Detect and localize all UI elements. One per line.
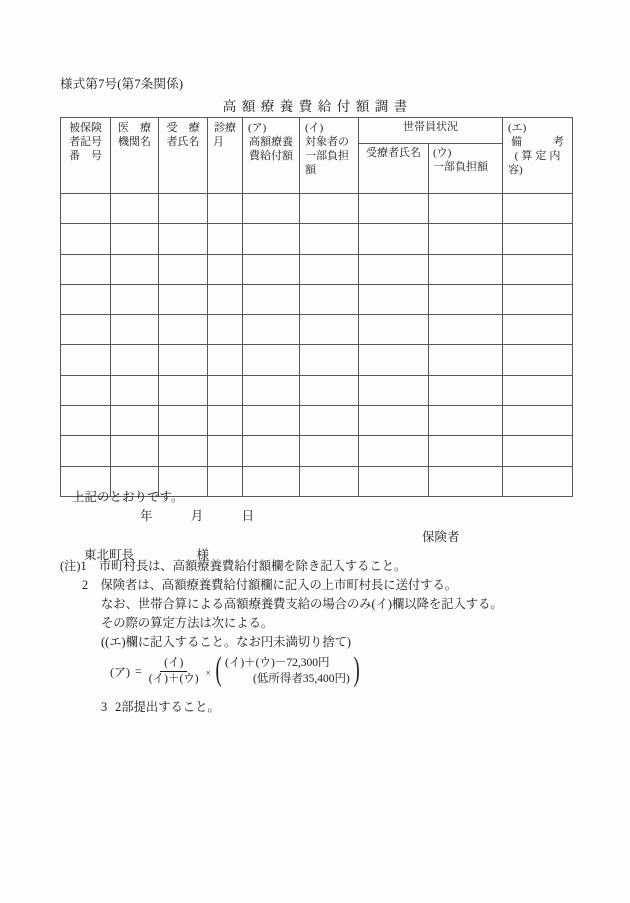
formula-bracket-line-2: (低所得者35,400円) (253, 672, 350, 685)
patient-line-2: 者氏名 (166, 136, 200, 149)
cell-household-burden[interactable] (429, 406, 503, 436)
cell-household-burden[interactable] (429, 224, 503, 254)
cell-month[interactable] (208, 284, 243, 314)
cell-patient-name[interactable] (159, 194, 208, 224)
note-line-1: (注)1 市町村長は、高額療養費給付額欄を除き記入すること。 (60, 559, 407, 573)
formula-bracket-line-1: (イ)＋(ウ)－72,300円 (225, 657, 330, 669)
cell-insured-number[interactable] (61, 345, 111, 375)
cell-household-name[interactable] (359, 406, 429, 436)
cell-insured-number[interactable] (61, 194, 111, 224)
table-row[interactable] (61, 436, 573, 466)
cell-household-burden[interactable] (429, 345, 503, 375)
cell-remarks[interactable] (503, 436, 573, 466)
cell-household-name[interactable] (359, 194, 429, 224)
insurer-label: 保険者 (422, 530, 460, 544)
cell-household-burden[interactable] (429, 436, 503, 466)
col-header-household-patient-name (359, 144, 429, 194)
cell-household-name[interactable] (359, 315, 429, 345)
cell-benefit[interactable] (243, 315, 300, 345)
notes-block (60, 557, 580, 652)
cell-insured-number[interactable] (61, 254, 111, 284)
cell-burden[interactable] (300, 254, 359, 284)
remarks-line-3: 容) (508, 164, 523, 177)
cell-patient-name[interactable] (159, 254, 208, 284)
cell-institution[interactable] (111, 284, 159, 314)
remarks-line-2: (算定内 (514, 150, 564, 163)
col-header-insured-number (61, 118, 111, 194)
table-row[interactable] (61, 315, 573, 345)
cell-remarks[interactable] (503, 224, 573, 254)
cell-burden[interactable] (300, 284, 359, 314)
cell-benefit[interactable] (243, 406, 300, 436)
cell-institution[interactable] (111, 194, 159, 224)
cell-institution[interactable] (111, 315, 159, 345)
cell-patient-name[interactable] (159, 284, 208, 314)
cell-household-name[interactable] (359, 375, 429, 405)
formula-bracket-group (213, 651, 362, 688)
month-line-1: 診療 (214, 122, 236, 134)
benefit-marker: (ア) (248, 122, 267, 134)
benefit-line-2: 費給付額 (249, 150, 293, 163)
cell-burden[interactable] (300, 436, 359, 466)
month-line-2: 月 (213, 136, 224, 149)
page-title: 高額療養費給付額調書 (222, 99, 413, 114)
cell-benefit[interactable] (243, 224, 300, 254)
cell-remarks[interactable] (503, 284, 573, 314)
date-line[interactable]: 年 月 日 (140, 509, 255, 523)
cell-remarks[interactable] (503, 345, 573, 375)
cell-household-burden[interactable] (429, 375, 503, 405)
cell-burden[interactable] (300, 194, 359, 224)
burden-marker: (イ) (305, 122, 324, 134)
cell-remarks[interactable] (503, 406, 573, 436)
formula-bracket-body (224, 656, 351, 687)
cell-household-name[interactable] (359, 284, 429, 314)
col-header-treatment-month (208, 118, 243, 194)
cell-insured-number[interactable] (61, 224, 111, 254)
cell-patient-name[interactable] (159, 224, 208, 254)
statement-above-text: 上記のとおりです。 (72, 490, 184, 504)
cell-month[interactable] (208, 406, 243, 436)
table-row[interactable] (61, 345, 573, 375)
remarks-marker: (エ) (508, 122, 527, 134)
note-line-6-text: 2部提出すること。 (115, 700, 220, 714)
cell-patient-name[interactable] (159, 406, 208, 436)
cell-benefit[interactable] (243, 194, 300, 224)
cell-burden[interactable] (300, 406, 359, 436)
table-row[interactable] (61, 406, 573, 436)
table-row[interactable] (61, 284, 573, 314)
cell-household-name[interactable] (359, 345, 429, 375)
cell-burden[interactable] (300, 375, 359, 405)
insured-line-1: 被保険 (69, 122, 102, 134)
table-body (61, 194, 573, 497)
note-line-6 (101, 697, 220, 715)
cell-benefit[interactable] (243, 254, 300, 284)
cell-benefit[interactable] (243, 436, 300, 466)
cell-household-burden[interactable] (429, 254, 503, 284)
col-header-household-status: 世帯員状況 (359, 118, 503, 144)
col-header-partial-burden (300, 118, 359, 194)
cell-patient-name[interactable] (159, 436, 208, 466)
cell-month[interactable] (208, 375, 243, 405)
cell-burden[interactable] (300, 345, 359, 375)
cell-month[interactable] (208, 436, 243, 466)
cell-benefit[interactable] (243, 345, 300, 375)
cell-remarks[interactable] (503, 466, 573, 496)
cell-institution[interactable] (111, 375, 159, 405)
cell-remarks[interactable] (503, 254, 573, 284)
cell-month[interactable] (208, 224, 243, 254)
burden-line-2: 一部負担 (305, 150, 349, 163)
cell-remarks[interactable] (503, 315, 573, 345)
cell-month[interactable] (208, 194, 243, 224)
cell-household-name[interactable] (359, 224, 429, 254)
cell-institution[interactable] (111, 254, 159, 284)
cell-insured-number[interactable] (61, 436, 111, 466)
cell-month[interactable] (208, 315, 243, 345)
insured-line-2: 者記号 (69, 136, 102, 149)
household-patient-label: 受療者氏名 (366, 147, 421, 159)
table-header-row-1 (61, 118, 573, 144)
cell-patient-name[interactable] (159, 315, 208, 345)
cell-household-burden[interactable] (429, 194, 503, 224)
formula-left-side: (ア) (110, 665, 130, 680)
cell-institution[interactable] (111, 345, 159, 375)
cell-household-burden[interactable] (429, 466, 503, 496)
insured-line-3: 番 号 (69, 150, 102, 163)
cell-insured-number[interactable] (61, 375, 111, 405)
note-line-3: なお、世帯合算による高額療養費支給の場合のみ(イ)欄以降を記入する。 (101, 597, 503, 612)
benefit-line-1: 高額療養 (249, 136, 293, 149)
cell-institution[interactable] (111, 406, 159, 436)
form-number: 様式第7号(第7条関係) (60, 77, 184, 91)
cell-insured-number[interactable] (61, 406, 111, 436)
cell-institution[interactable] (111, 224, 159, 254)
cell-remarks[interactable] (503, 375, 573, 405)
cell-burden[interactable] (300, 224, 359, 254)
formula-multiply-sign: × (205, 667, 211, 678)
cell-patient-name[interactable] (159, 345, 208, 375)
addressee-line: 東北町長 様 (84, 548, 210, 562)
note-line-2: 2 保険者は、高額療養費給付額欄に記入の上市町村長に送付する。 (82, 578, 458, 593)
cell-month[interactable] (208, 466, 243, 496)
cell-month[interactable] (208, 254, 243, 284)
cell-burden[interactable] (300, 466, 359, 496)
cell-benefit[interactable] (243, 284, 300, 314)
cell-institution[interactable] (111, 436, 159, 466)
col-header-medical-institution (111, 118, 159, 194)
institution-line-1: 医 療 (118, 122, 151, 134)
benefit-record-table (60, 117, 573, 497)
note-line-5: ((エ)欄に記入すること。なお円未満切り捨て) (101, 635, 352, 650)
close-paren-icon: ) (353, 651, 360, 688)
cell-insured-number[interactable] (61, 315, 111, 345)
burden-line-3: 額 (305, 164, 316, 177)
cell-benefit[interactable] (243, 466, 300, 496)
cell-insured-number[interactable] (61, 284, 111, 314)
cell-patient-name[interactable] (159, 375, 208, 405)
cell-benefit[interactable] (243, 375, 300, 405)
remarks-line-1: 備 考 (511, 136, 567, 149)
institution-line-2: 機関名 (118, 136, 151, 149)
burden-line-1: 対象者の (305, 136, 349, 149)
calculation-formula (110, 651, 362, 688)
col-header-high-cost-benefit (243, 118, 300, 194)
cell-household-name[interactable] (359, 254, 429, 284)
cell-household-name[interactable] (359, 466, 429, 496)
note-line-6-number: 3 (101, 700, 108, 714)
note-line-4: その際の算定方法は次による。 (101, 616, 274, 631)
open-paren-icon: ( (215, 651, 222, 688)
patient-line-1: 受 療 (166, 122, 200, 134)
cell-burden[interactable] (300, 315, 359, 345)
cell-household-burden[interactable] (429, 315, 503, 345)
formula-numerator: (イ) (160, 657, 187, 672)
table-row[interactable] (61, 375, 573, 405)
household-burden-label: 一部負担額 (433, 161, 488, 174)
col-header-remarks (503, 118, 573, 194)
col-header-household-burden (429, 144, 503, 194)
cell-month[interactable] (208, 345, 243, 375)
formula-fraction (145, 657, 203, 686)
table-row[interactable] (61, 224, 573, 254)
formula-denominator: (イ)＋(ウ) (148, 673, 199, 686)
table-row[interactable] (61, 254, 573, 284)
household-burden-marker: (ウ) (433, 147, 452, 159)
cell-household-name[interactable] (359, 436, 429, 466)
formula-equals-sign: = (135, 664, 142, 679)
col-header-patient-name (159, 118, 208, 194)
table-row[interactable] (61, 194, 573, 224)
cell-remarks[interactable] (503, 194, 573, 224)
cell-household-burden[interactable] (429, 284, 503, 314)
